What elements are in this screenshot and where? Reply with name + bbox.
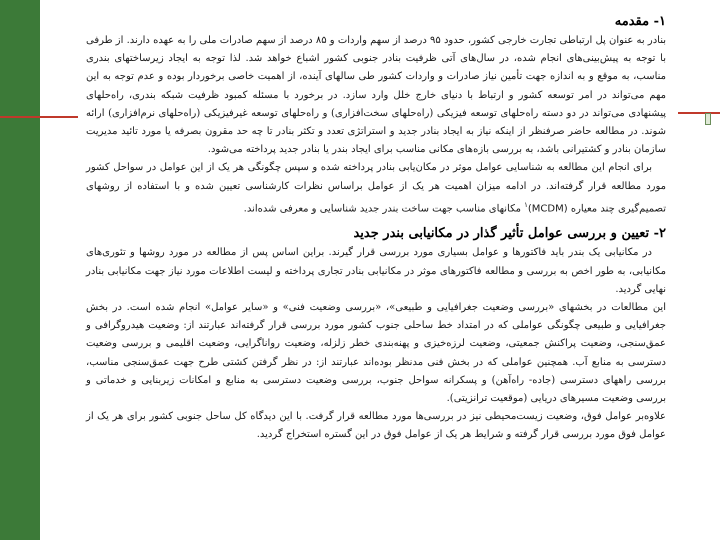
scroll-marker: [705, 113, 711, 125]
right-divider-line: [678, 112, 720, 114]
paragraph-text: برای انجام این مطالعه به شناسایی عوامل موثر در مکان‌یابی بنادر پرداخته شده و سپس چگونگی هر یک از این عوامل در سواحل کشور مورد مطالعه قرار گرفته‌اند. در ادامه میزان اهمیت هر یک از عوامل براساس نظرات کارشناسی تعیین شده و با استفاده از روشهای تصمیم‌گیری چند معیاره: [86, 162, 666, 215]
mcdm-abbreviation: (MCDM): [527, 203, 568, 215]
left-accent-bar: [0, 0, 40, 540]
section-2-paragraph-1: در مکانیابی یک بندر باید فاکتورها و عوامل بسیاری مورد بررسی قرار گیرند. براین اساس پس از مطالعه در مورد روشها و تئوری‌های مکانیابی، به طور اخص به بررسی و مطالعه فاکتورهای موثر در مکانیابی بنادر تجاری پرداخته و لیست اطلاعات مورد نیاز جهت مکانیابی بنادر نهایی گردید.: [86, 247, 666, 295]
section-1-title: ۱- مقدمه: [614, 14, 666, 29]
left-divider-line: [0, 116, 78, 118]
section-2-title: ۲- تعیین و بررسی عوامل تأثیر گذار در مکانیابی بندر جدید: [353, 226, 666, 242]
section-1-paragraph-1: بنادر به عنوان پل ارتباطی تجارت خارجی کشور، حدود ۹۵ درصد از سهم واردات و ۸۵ درصد از سهم صادرات ملی را به عهده دارند. از طرفی با توجه به پیش‌بینی‌های انجام شده، در سال‌های آتی ظرفیت بنادر جنوبی کشور اشباع خواهد شد. لذا توجه به ایجاد زیرساختهای بندری مناسب، به موقع و به اندازه جهت تأمین نیاز صادرات و واردات کشور طی سالهای آینده، از اهمیت خاصی برخوردار بوده و عدم توجه به این مهم می‌تواند در امر توسعه کشور و ارتباط با دنیای خارج خلل وارد سازد. در برخورد با مسئله کمبود ظرفیت شبکه بندری، راه‌حلهای پیشنهادی می‌تواند در دو دسته راه‌حلهای توسعه فیزیکی (راه‌حلهای سخت‌افزاری) و راه‌حلهای توسعه غیرفیزیکی (راه‌حلهای نرم‌افزاری) ارائه شوند. در مطالعه حاضر صرفنظر از اینکه نیاز به ایجاد بنادر جدید و استراتژی تعدد و تکثر بنادر تا چه حد مقرون بصرفه یا مورد تائید مدیریت سازمان بنادر و کشتیرانی باشد، به بررسی بازه‌های مکانی مناسب برای ایجاد بندر یا بنادر جدید پرداخته می‌شود.: [86, 35, 666, 156]
document-body: [86, 12, 666, 445]
section-2-paragraph-2: این مطالعات در بخشهای «بررسی وضعیت جغرافیایی و طبیعی»، «بررسی وضعیت فنی» و «سایر عوامل» انجام شده است. در بخش جغرافیایی و طبیعی چگونگی عواملی که در امتداد خط ساحلی جنوب کشور مورد بررسی قرار گرفته‌اند عبارتند از: وضعیت هیدروگرافی و عمق‌سنجی، وضعیت پراکنش جمعیتی، وضعیت لرزه‌خیزی و پهنه‌بندی خطر زلزله، وضعیت رواناگرایی، وضعیت اقلیمی و بررسی وضعیت دسترسی به منابع آب. همچنین عواملی که در بخش فنی مدنظر بوده‌اند عبارتند از: در نظر گرفتن کشتی طرح جهت عمق‌سنجی مناسب، بررسی راههای دسترسی (جاده- راه‌آهن) و پسکرانه سواحل جنوب، بررسی وضعیت دسترسی به منابع و امکانات زیربنایی و خدماتی و بررسی وضعیت مسیرهای دریایی (موقعیت ترانزیتی).: [86, 301, 666, 404]
footnote-marker: ۱: [524, 200, 528, 209]
paragraph-text: مکانهای مناسب جهت ساخت بندر جدید شناسایی و معرفی شده‌اند.: [243, 203, 525, 215]
section-1-paragraph-2: [86, 159, 666, 218]
section-2-paragraph-3: علاوه‌بر عوامل فوق، وضعیت زیست‌محیطی نیز در بررسی‌ها مورد مطالعه قرار گرفت. با این دیدگاه کل ساحل جنوبی کشور برای هر یک از عوامل فوق مورد بررسی قرار گرفته و شرایط هر یک از عوامل فوق در این گستره استخراج گردید.: [86, 411, 666, 441]
